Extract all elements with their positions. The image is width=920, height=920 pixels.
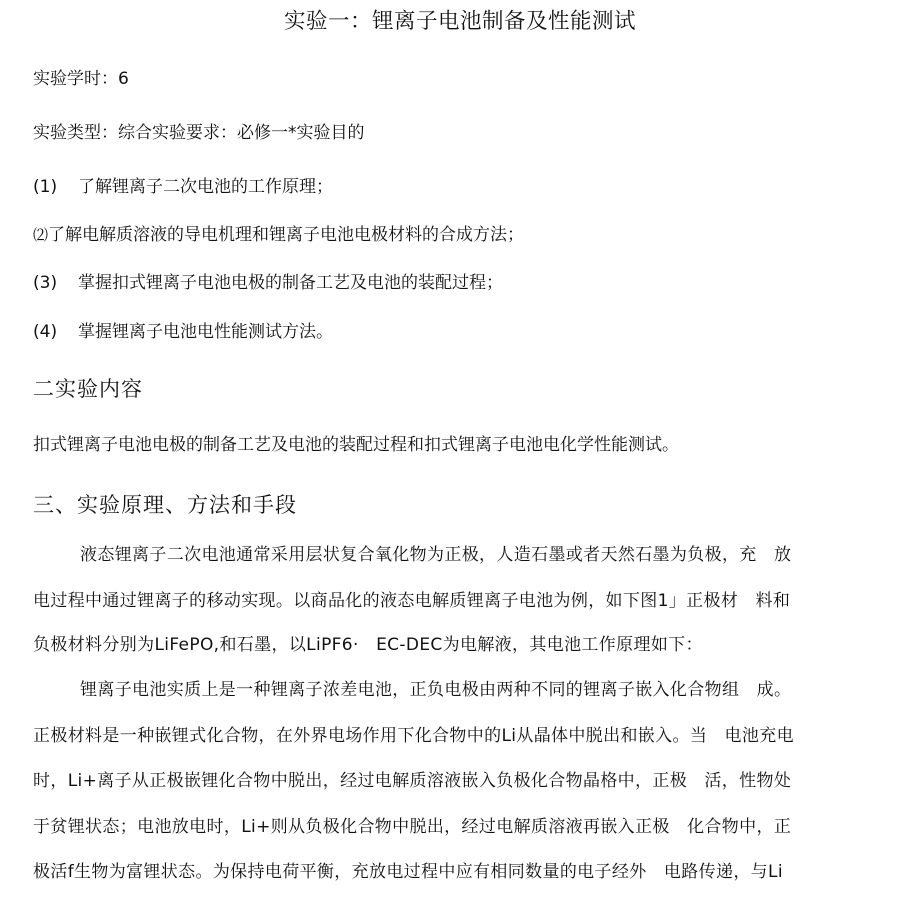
objective-text: 掌握锂离子电池电性能测试方法。 <box>78 322 333 342</box>
objective-number: ⑵ <box>33 226 49 244</box>
objective-text: 了解锂离子二次电池的工作原理； <box>78 177 333 197</box>
objective-item-2 <box>33 223 524 247</box>
paragraph-2-line-4: 于贫锂状态；电池放电时，Li+则从负极化合物中脱出，经过电解质溶液再嵌入正极 化合物中，正 <box>33 817 792 837</box>
objective-number: (3) <box>33 273 58 293</box>
objective-item-1 <box>33 175 333 199</box>
experiment-type-line: 实验类型：综合实验要求：必修一*实验目的 <box>33 123 365 143</box>
document-title: 实验一：锂离子电池制备及性能测试 <box>283 9 636 34</box>
paragraph-1-line-3: 负极材料分别为LiFePO,和石墨，以LiPF6· EC-DEC为电解液，其电池工作原理如下： <box>33 635 703 655</box>
paragraph-2-line-3: 时，Li+离子从正极嵌锂化合物中脱出，经过电解质溶液嵌入负极化合物晶格中，正极 活，性物处 <box>33 771 792 791</box>
paragraph-2-line-2: 正极材料是一种嵌锂式化合物，在外界电场作用下化合物中的Li从晶体中脱出和嵌入。当 电池充电 <box>33 726 794 746</box>
section-3-heading: 三、实验原理、方法和手段 <box>33 493 297 517</box>
objective-item-4 <box>33 320 333 344</box>
objective-number: (1) <box>33 177 58 197</box>
objective-number: (4) <box>33 322 58 342</box>
paragraph-2-line-1: 锂离子电池实质上是一种锂离子浓差电池，正负电极由两种不同的锂离子嵌入化合物组 成。 <box>80 680 792 700</box>
experiment-hours: 实验学时：6 <box>33 69 129 89</box>
paragraph-1-line-2: 电过程中通过锂离子的移动实现。以商品化的液态电解质锂离子电池为例，如下图1」正极材 料和 <box>33 591 791 611</box>
objective-text: 掌握扣式锂离子电池电极的制备工艺及电池的装配过程； <box>78 273 503 293</box>
paragraph-2-line-5: 极活f生物为富锂状态。为保持电荷平衡，充放电过程中应有相同数量的电子经外 电路传递，与Li <box>33 862 783 882</box>
objective-text: 了解电解质溶液的导电机理和锂离子电池电极材料的合成方法； <box>48 225 525 245</box>
paragraph-1-line-1: 液态锂离子二次电池通常采用层状复合氧化物为正极，人造石墨或者天然石墨为负极，充 放 <box>80 545 792 565</box>
objective-item-3 <box>33 271 503 295</box>
section-2-heading: 二实验内容 <box>33 377 143 401</box>
section-2-text: 扣式锂离子电池电极的制备工艺及电池的装配过程和扣式锂离子电池电化学性能测试。 <box>33 435 679 455</box>
